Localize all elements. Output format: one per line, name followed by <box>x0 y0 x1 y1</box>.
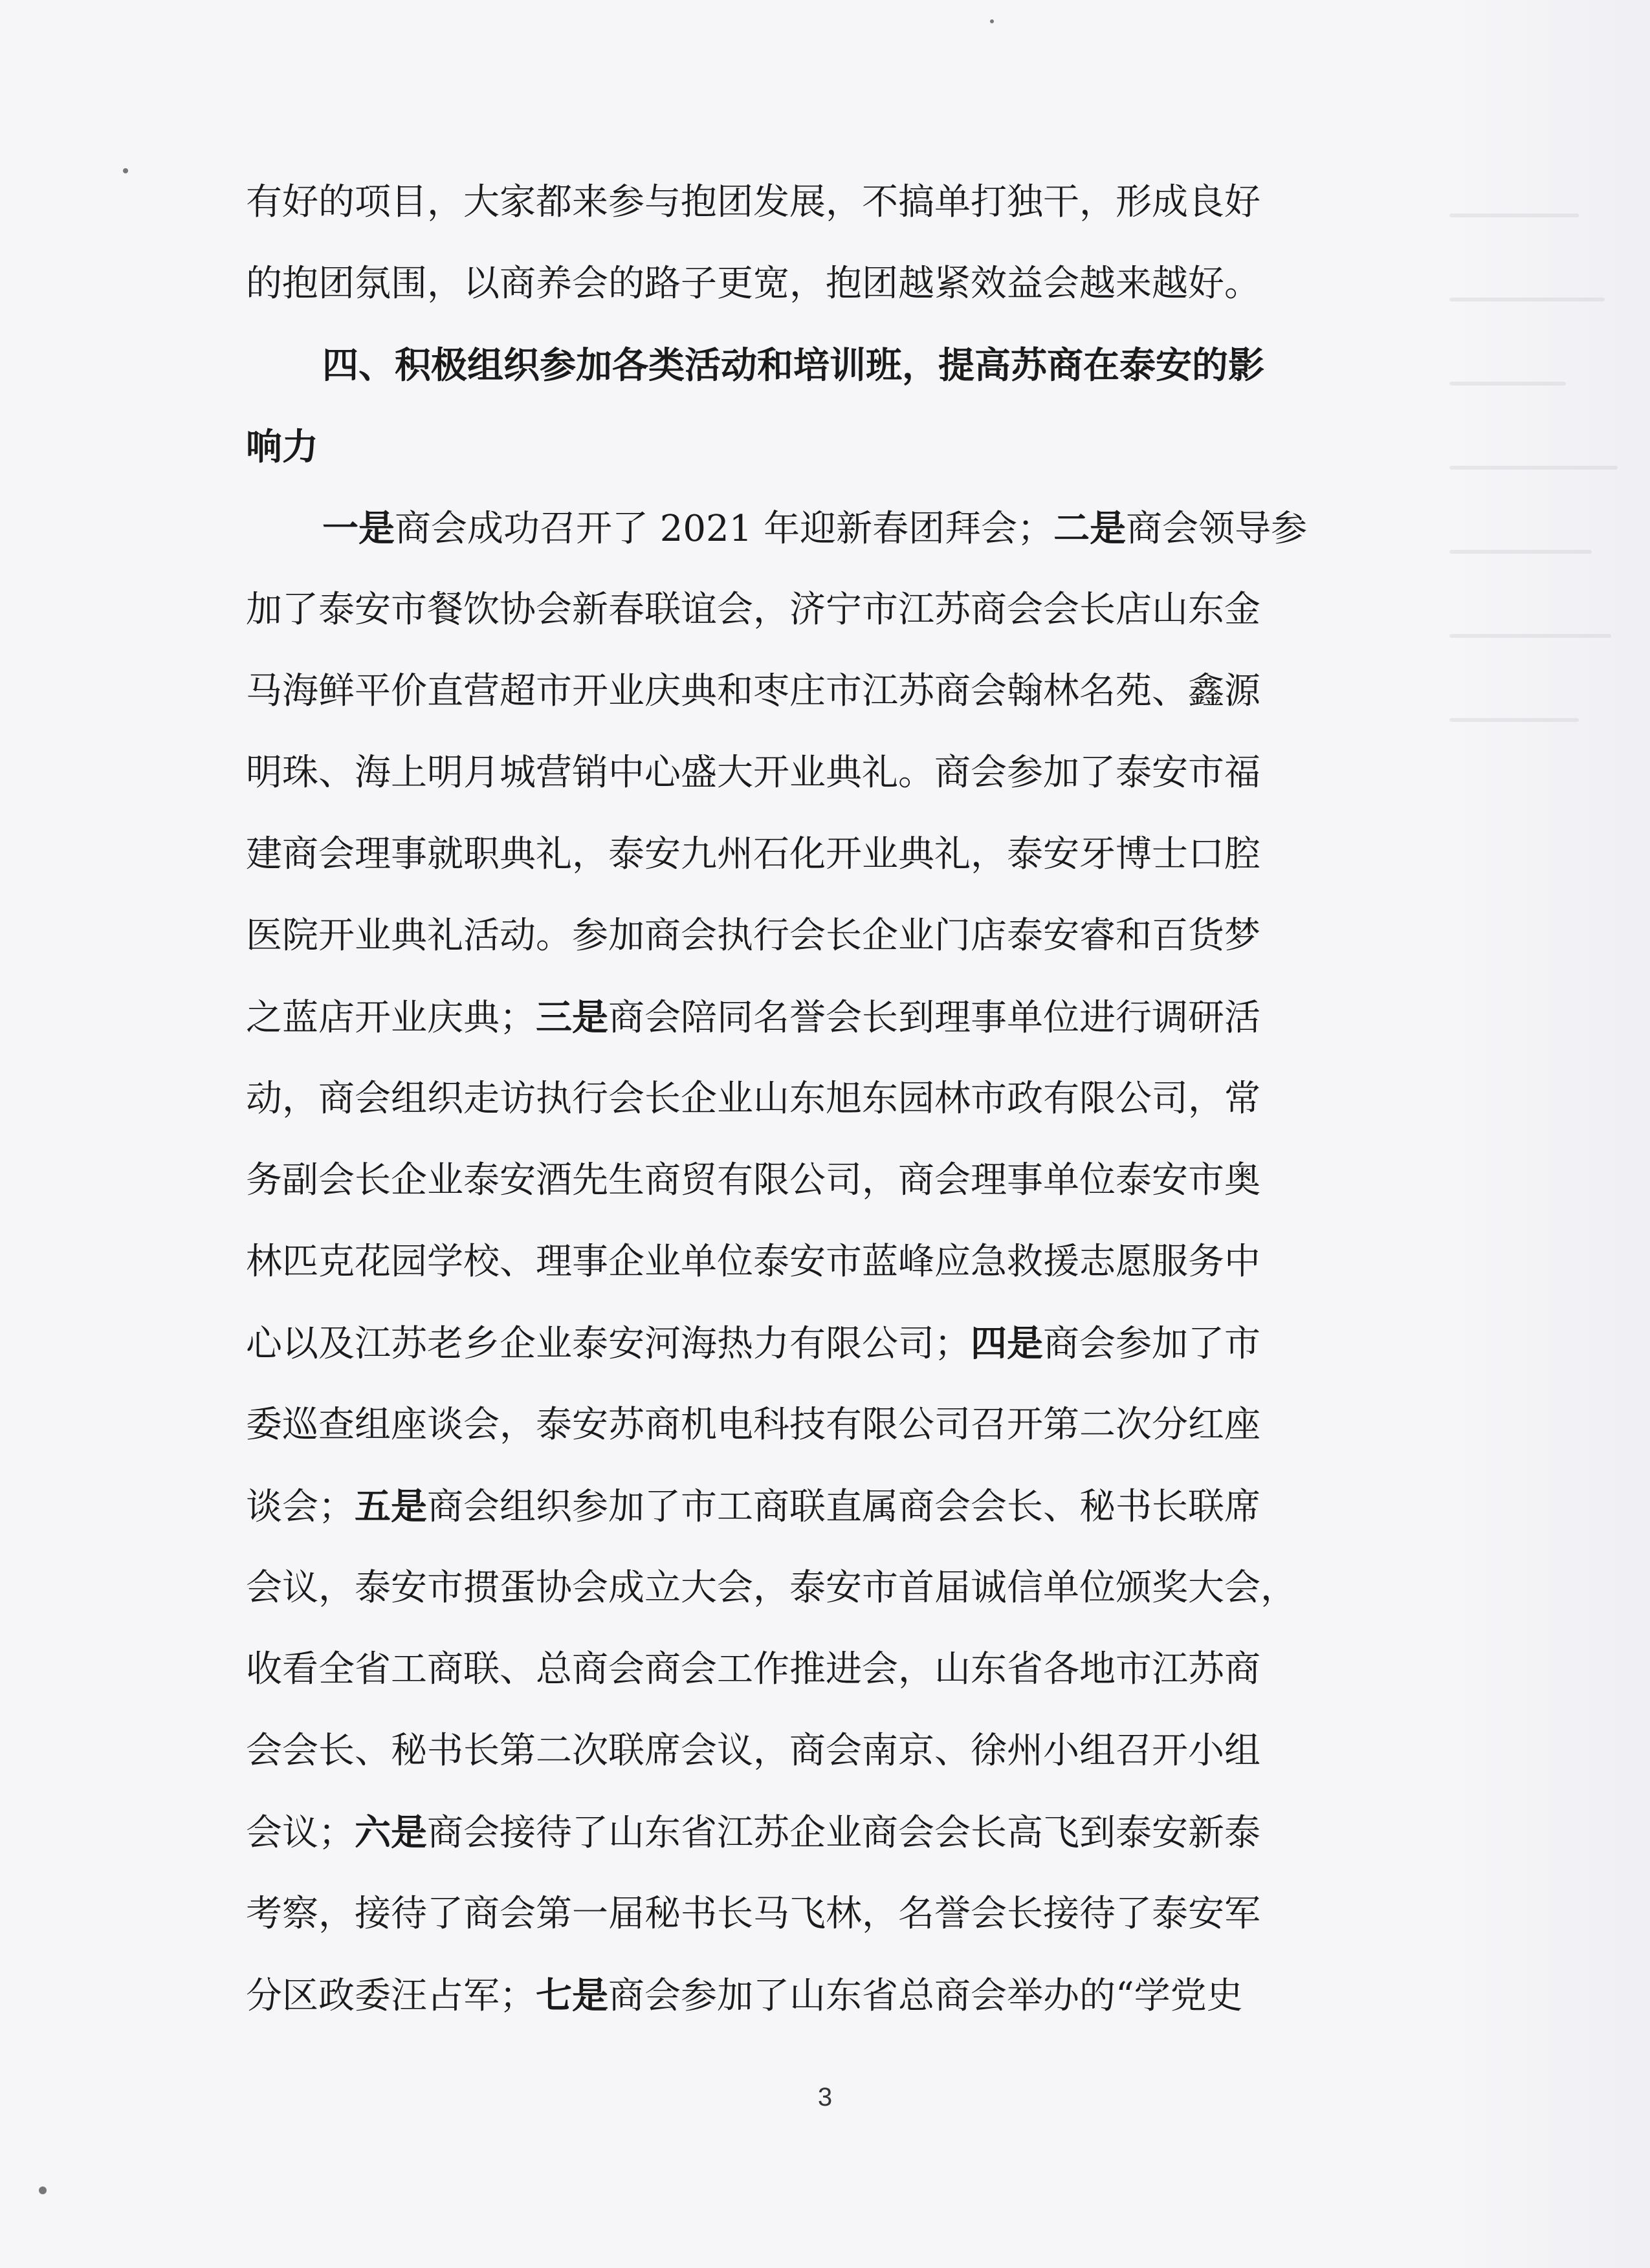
text-segment: 商会参加了山东省总商会举办的“学党史 <box>608 1975 1243 2017</box>
text-line <box>246 488 1404 569</box>
text-line <box>246 1547 1404 1629</box>
text-segment: 建商会理事就职典礼，泰安九州石化开业典礼，泰安牙博士口腔 <box>246 833 1260 875</box>
text-line <box>246 1303 1404 1384</box>
bold-text-segment: 七是 <box>536 1974 608 2017</box>
text-segment: 商会陪同名誉会长到理事单位进行调研活 <box>608 997 1260 1039</box>
text-segment: 有好的项目，大家都来参与抱团发展，不搞单打独干，形成良好 <box>246 181 1260 223</box>
text-line <box>246 1629 1404 1710</box>
text-segment: 商会参加了市 <box>1043 1323 1260 1365</box>
text-line <box>246 1710 1404 1792</box>
text-segment: 加了泰安市餐饮协会新春联谊会，济宁市江苏商会会长店山东金 <box>246 589 1260 631</box>
bold-text-segment: 三是 <box>536 996 608 1039</box>
bold-text-segment: 六是 <box>355 1811 427 1854</box>
text-line <box>246 732 1404 814</box>
text-segment: 动，商会组织走访执行会长企业山东旭东园林市政有限公司，常 <box>246 1078 1260 1120</box>
text-line <box>246 1384 1404 1466</box>
text-segment: 分区政委汪占军； <box>246 1975 536 2017</box>
text-line <box>246 1140 1404 1221</box>
bleed-through-mark <box>1449 718 1579 722</box>
bold-text-segment: 二是 <box>1053 507 1127 550</box>
bold-text-segment: 一是 <box>322 507 395 550</box>
text-segment: 商会成功召开了 2021 年迎新春团拜会； <box>395 508 1054 550</box>
bleed-through-mark <box>1449 213 1579 217</box>
bleed-through-mark <box>1449 634 1611 638</box>
bold-text-segment: 四是 <box>971 1322 1043 1365</box>
text-segment: 之蓝店开业庆典； <box>246 997 536 1039</box>
text-line <box>246 1058 1404 1140</box>
text-line <box>246 1873 1404 1955</box>
text-segment: 会议，泰安市掼蛋协会成立大会，泰安市首届诚信单位颁奖大会， <box>246 1567 1297 1609</box>
scan-shading <box>1443 0 1650 2268</box>
text-line <box>246 569 1404 651</box>
scan-speck <box>39 2186 47 2194</box>
bleed-through-mark <box>1449 550 1592 554</box>
text-segment: 心以及江苏老乡企业泰安河海热力有限公司； <box>246 1323 971 1365</box>
text-segment: 收看全省工商联、总商会商会工作推进会，山东省各地市江苏商 <box>246 1648 1260 1690</box>
text-segment: 明珠、海上明月城营销中心盛大开业典礼。商会参加了泰安市福 <box>246 752 1260 794</box>
text-line <box>246 977 1404 1058</box>
bold-text-segment: 五是 <box>355 1485 427 1528</box>
bleed-through-mark <box>1449 382 1566 386</box>
text-line <box>246 162 1404 243</box>
text-segment: 商会接待了山东省江苏企业商会会长高飞到泰安新泰 <box>427 1812 1260 1854</box>
text-segment: 林匹克花园学校、理事企业单位泰安市蓝峰应急救援志愿服务中 <box>246 1241 1260 1283</box>
text-segment: 马海鲜平价直营超市开业庆典和枣庄市江苏商会翰林名苑、鑫源 <box>246 670 1260 712</box>
text-segment: 的抱团氛围，以商养会的路子更宽，抱团越紧效益会越来越好。 <box>246 263 1260 305</box>
bleed-through-mark <box>1449 466 1618 470</box>
text-segment: 会会长、秘书长第二次联席会议，商会南京、徐州小组召开小组 <box>246 1730 1260 1772</box>
scan-speck <box>990 19 994 23</box>
text-line <box>246 651 1404 732</box>
text-segment: 商会领导参 <box>1126 508 1308 550</box>
scan-speck <box>123 168 128 173</box>
text-line <box>246 1955 1404 2036</box>
text-line <box>246 1792 1404 1873</box>
bleed-through-mark <box>1449 298 1605 301</box>
bold-text-segment: 四、积极组织参加各类活动和培训班，提高苏商在泰安的影 <box>322 344 1264 387</box>
text-segment: 商会组织参加了市工商联直属商会会长、秘书长联席 <box>427 1486 1260 1528</box>
text-line <box>246 1466 1404 1547</box>
page-number: 3 <box>817 2083 833 2111</box>
text-line <box>246 406 1404 488</box>
text-line <box>246 814 1404 895</box>
text-segment: 考察，接待了商会第一届秘书长马飞林，名誉会长接待了泰安军 <box>246 1893 1260 1935</box>
text-segment: 会议； <box>246 1812 355 1854</box>
text-segment: 医院开业典礼活动。参加商会执行会长企业门店泰安睿和百货梦 <box>246 915 1260 957</box>
text-segment: 务副会长企业泰安酒先生商贸有限公司，商会理事单位泰安市奥 <box>246 1159 1260 1201</box>
text-line <box>246 325 1404 406</box>
text-segment: 委巡查组座谈会，泰安苏商机电科技有限公司召开第二次分红座 <box>246 1404 1260 1446</box>
bold-text-segment: 响力 <box>246 426 318 468</box>
text-line <box>246 243 1404 325</box>
text-line <box>246 1221 1404 1303</box>
body-text <box>246 162 1404 2036</box>
text-segment: 谈会； <box>246 1486 355 1528</box>
text-line <box>246 895 1404 977</box>
